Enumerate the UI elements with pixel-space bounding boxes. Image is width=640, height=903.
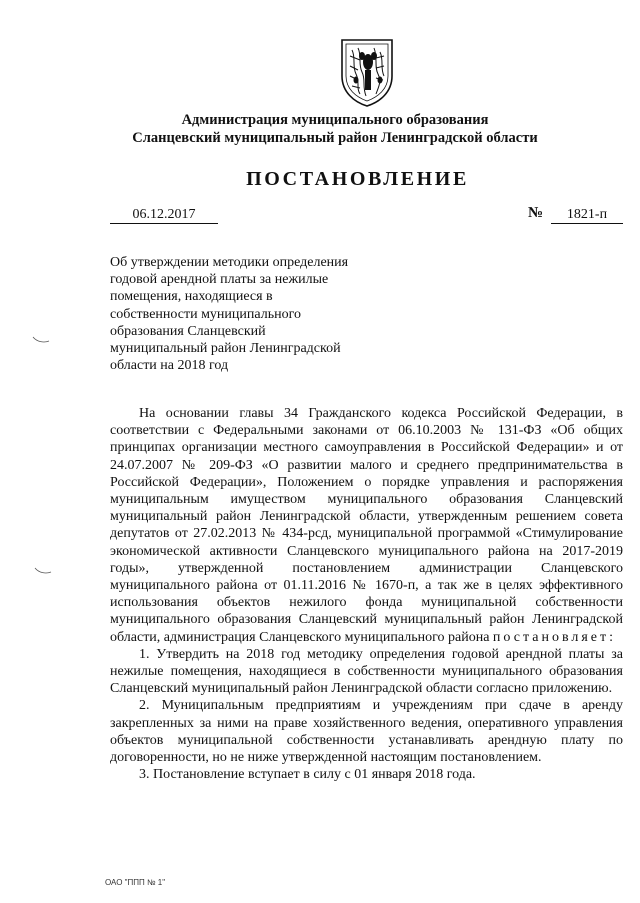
document-date: 06.12.2017 xyxy=(110,207,218,224)
subject-line: помещения, находящиеся в xyxy=(110,289,273,305)
subject-line: Об утверждении методики определения xyxy=(110,255,349,270)
document-type-title: ПОСТАНОВЛЕНИЕ xyxy=(246,168,469,190)
resolution-item-3: 3. Постановление вступает в силу с 01 января 2018 года. xyxy=(139,767,476,783)
organization-name-line1: Администрация муниципального образования xyxy=(181,112,489,128)
document-number-label: № xyxy=(528,205,544,221)
document-body xyxy=(110,405,623,783)
subject-line: области на 2018 год xyxy=(110,358,229,374)
resolution-item-2: 2. Муниципальным предприятиям и учреждениям при сдаче в аренду закрепленных за ними на праве хозяйственного ведения, оперативного управления объектов муниципальной собственности устанавливать арендную плату по договоренности, но не ниже утвержденной настоящим постановлением. xyxy=(110,698,623,766)
subject-line: образования Сланцевский xyxy=(110,323,266,339)
subject-line: муниципальный район Ленинградской xyxy=(110,341,341,357)
printer-footer: ОАО "ППП № 1" xyxy=(105,878,166,887)
preamble-paragraph xyxy=(110,405,623,646)
organization-name-line2: Сланцевский муниципальный район Ленинградской области xyxy=(132,130,538,146)
margin-mark xyxy=(32,336,50,344)
subject-line: годовой арендной платы за нежилые xyxy=(110,272,329,288)
document-number: 1821-п xyxy=(551,207,623,224)
coat-of-arms-emblem xyxy=(338,36,396,108)
preamble-text: На основании главы 34 Гражданского кодекса Российской Федерации, в соответствии с Федеральными законами от 06.10.2003 № 131-ФЗ «Об общих принципах организации местного самоуправления в Российской Федерации» и от 24.07.2007 № 209-ФЗ «О развитии малого и среднего предпринимательства в Российской Федерации», Положением о порядке управления и распоряжения муниципальным имуществом муниципального образования Сланцевский муниципальный район Ленинградской области, утвержденным решением совета депутатов от 27.02.2013 № 434-рсд, муниципальной программой «Стимулирование экономической активности Сланцевского муниципального района на 2017-2019 годы», утвержденной постановлением администрации Сланцевского муниципального района от 01.11.2016 № 1670-п, а так же в целях эффективного использования объектов нежилого фонда муниципальной собственности муниципального образования Сланцевский муниципальный район Ленинградской области, администрация Сланцевского муниципального района xyxy=(110,406,623,645)
margin-mark xyxy=(34,567,52,575)
document-subject xyxy=(110,254,380,374)
resolves-word: постановляет: xyxy=(492,629,617,645)
resolution-item-1: 1. Утвердить на 2018 год методику определения годовой арендной платы за нежилые помещения, находящиеся в собственности муниципального образования Сланцевский муниципальный район Ленинградской области согласно приложению. xyxy=(110,646,623,697)
subject-line: собственности муниципального xyxy=(110,306,301,322)
